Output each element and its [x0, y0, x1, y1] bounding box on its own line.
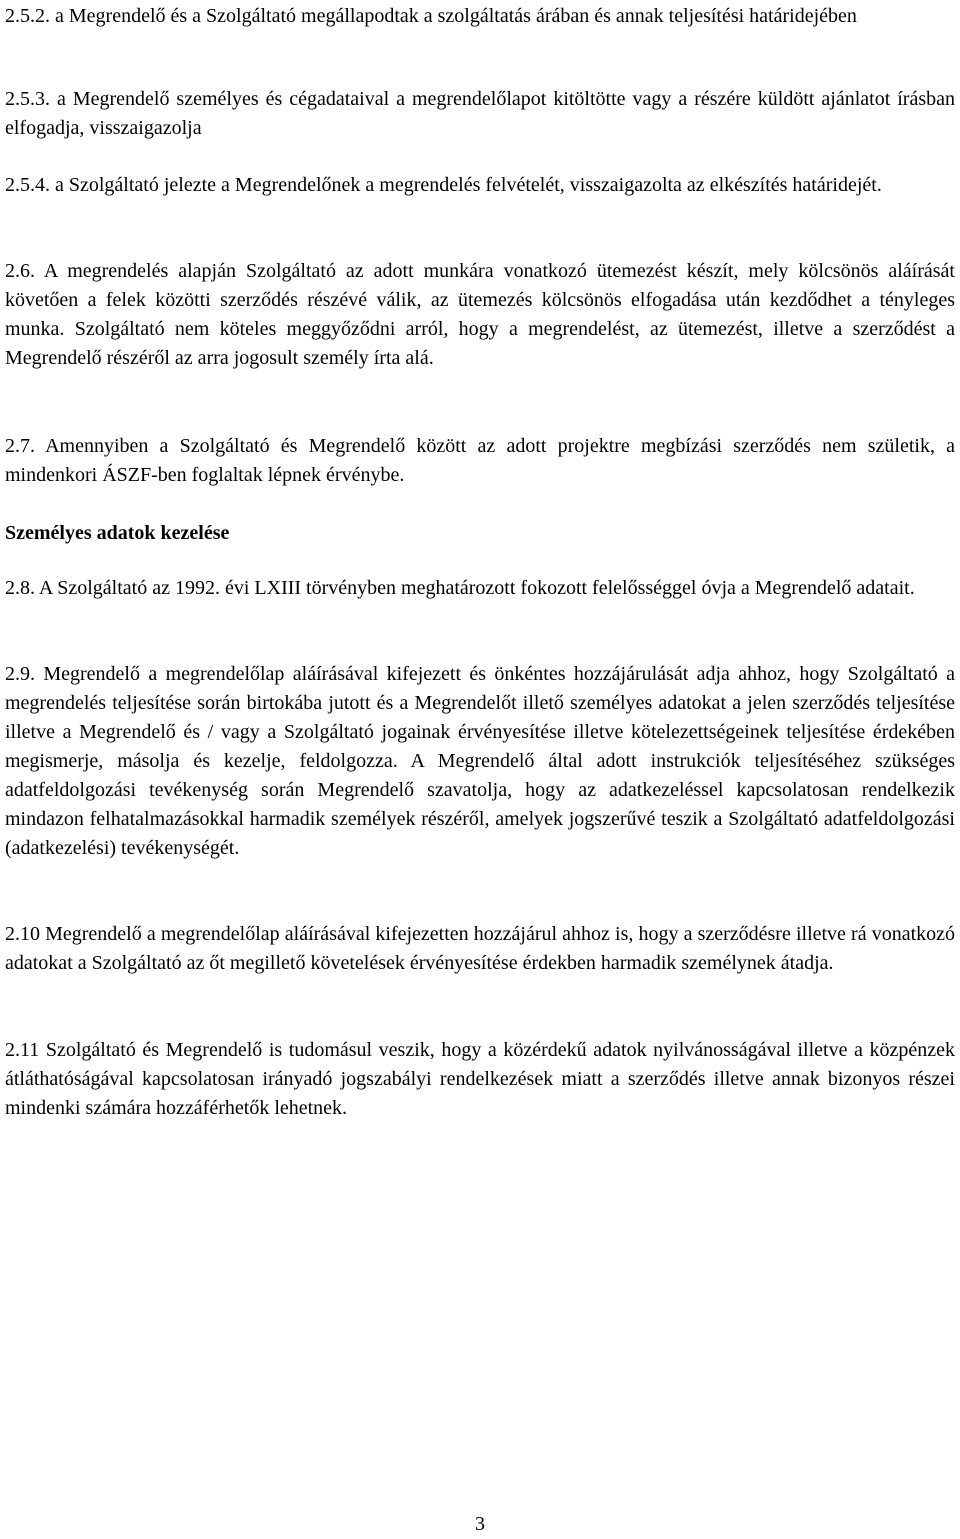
- paragraph-2-5-4: 2.5.4. a Szolgáltató jelezte a Megrendelőnek a megrendelés felvételét, visszaigazolta az elkészítés határidejét.: [5, 174, 882, 196]
- section-heading: Személyes adatok kezelése: [5, 522, 230, 544]
- paragraph-2-10: 2.10 Megrendelő a megrendelőlap aláírásával kifejezetten hozzájárul ahhoz is, hogy a szerződésre illetve rá vonatkozó adatokat a Szolgáltató az őt megillető követelések érvényesítése érdekben harmadik személynek átadja.: [5, 923, 955, 974]
- page-number: 3: [475, 1513, 485, 1535]
- paragraph-2-8: 2.8. A Szolgáltató az 1992. évi LXIII törvényben meghatározott fokozott felelősséggel óvja a Megrendelő adatait.: [5, 577, 915, 599]
- paragraph-2-5-3: 2.5.3. a Megrendelő személyes és cégadataival a megrendelőlapot kitöltötte vagy a részére küldött ajánlatot írásban elfogadja, visszaigazolja: [5, 88, 955, 139]
- paragraph-2-7: 2.7. Amennyiben a Szolgáltató és Megrendelő között az adott projektre megbízási szerződés nem születik, a mindenkori ÁSZF-ben foglaltak lépnek érvénybe.: [5, 435, 955, 486]
- paragraph-2-9: 2.9. Megrendelő a megrendelőlap aláírásával kifejezett és önkéntes hozzájárulását adja ahhoz, hogy Szolgáltató a megrendelés teljesítése során birtokába jutott és a Megrendelőt illető személyes adatokat a jelen szerződés teljesítése illetve a Megrendelő és / vagy a Szolgáltató jogainak érvényesítése illetve kötelezettségeinek teljesítése érdekében megismerje, másolja és kezelje, feldolgozza. A Megrendelő által adott instrukciók teljesítéséhez szükséges adatfeldolgozási tevékenység során Megrendelő szavatolja, hogy az adatkezeléssel kapcsolatosan rendelkezik mindazon felhatalmazásokkal harmadik személyek részéről, amelyek jogszerűvé teszik a Szolgáltató adatfeldolgozási (adatkezelési) tevékenységét.: [5, 663, 955, 859]
- paragraph-2-11: 2.11 Szolgáltató és Megrendelő is tudomásul veszik, hogy a közérdekű adatok nyilvánosságával illetve a közpénzek átláthatóságával kapcsolatosan irányadó jogszabályi rendelkezések miatt a szerződés illetve annak bizonyos részei mindenki számára hozzáférhetők lehetnek.: [5, 1039, 955, 1119]
- paragraph-2-6: 2.6. A megrendelés alapján Szolgáltató az adott munkára vonatkozó ütemezést készít, mely kölcsönös aláírását követően a felek közötti szerződés részévé válik, az ütemezés kölcsönös elfogadása után kezdődhet a tényleges munka. Szolgáltató nem köteles meggyőződni arról, hogy a megrendelést, az ütemezést, illetve a szerződést a Megrendelő részéről az arra jogosult személy írta alá.: [5, 260, 955, 369]
- paragraph-2-5-2: 2.5.2. a Megrendelő és a Szolgáltató megállapodtak a szolgáltatás árában és annak teljesítési határidejében: [5, 5, 857, 27]
